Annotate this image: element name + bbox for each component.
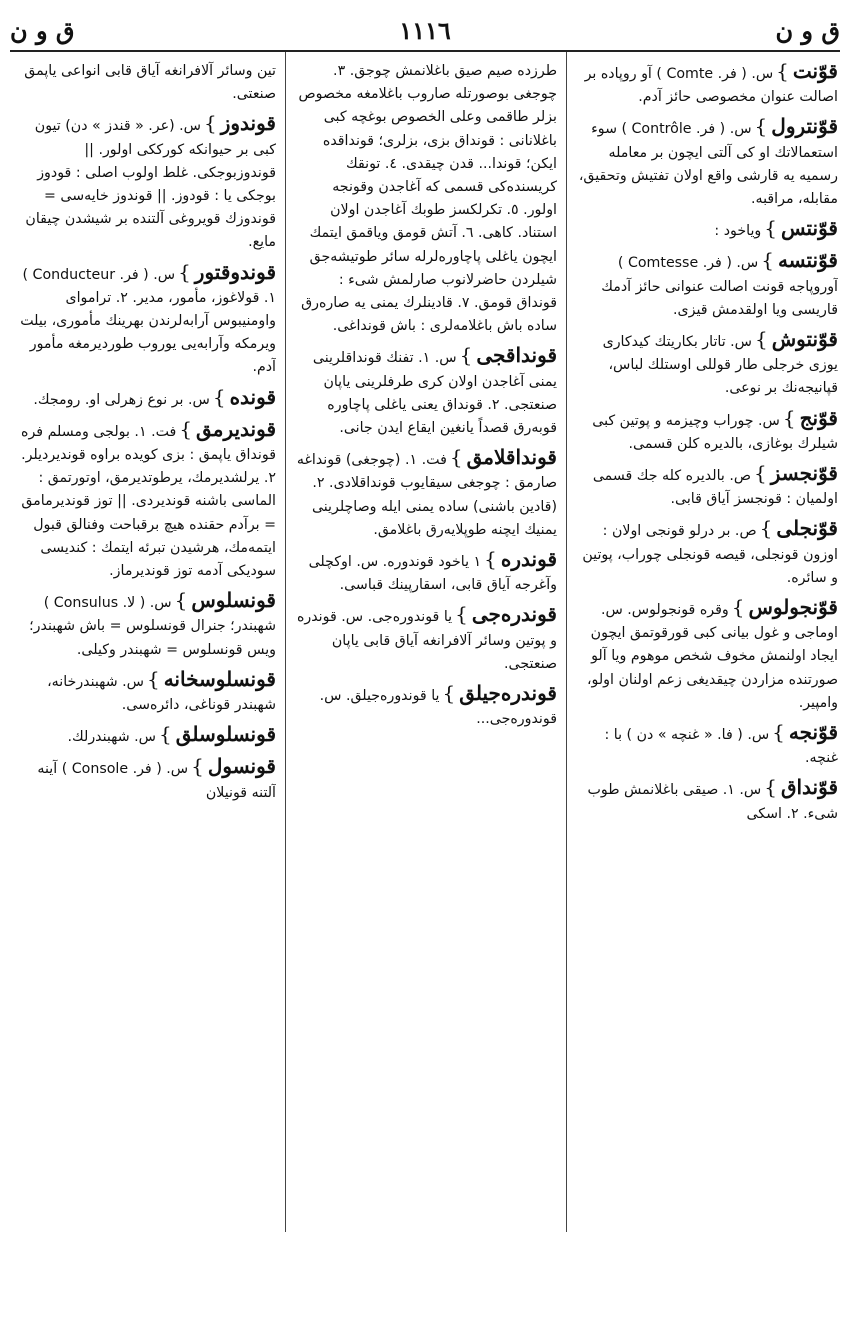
entry-headword: قوّنجه: [788, 720, 838, 745]
dictionary-column-middle: [295, 60, 557, 1230]
dictionary-column-right: [576, 60, 838, 1230]
entry-brace: }: [759, 516, 773, 541]
entry-brace: }: [158, 722, 172, 747]
entry-headword: قونسلوس: [191, 588, 276, 613]
entry-definition: س. تاتار بكاریتك كیدكاری یوزی خرجلی طار قوللی اوستلك لباس، قپانیجه‌نك بر نوعی.: [602, 334, 838, 397]
column-divider: [566, 52, 567, 1232]
entry-definition: فت. ١. (چوجغی) قونداغه صارمق : چوجغی سیقایوب قونداقلادی. ٢. (قادین باشنی) ساده یمنی ایله وصاچلرینی یمنیك ایچنه طوپلایه‌رق باغلامق.: [296, 452, 557, 538]
dictionary-entry: [14, 755, 276, 804]
entry-definition: س. شهبندرخانه، شهبندر قوناغی، دائره‌سی.: [47, 673, 276, 714]
dictionary-entry: [14, 589, 276, 662]
entry-definition: س. ( فر. Contrôle ) سوء استعمالاتك او كی آلتی ایچون بر معامله رسمیه یه قارشی واقع اولان تفتیش وتحقیق، مقابله، مراقبه.: [578, 121, 838, 208]
entry-brace: }: [203, 111, 217, 136]
dictionary-entry: [576, 462, 838, 511]
entry-headword: قونداقجی: [476, 343, 557, 368]
dictionary-entry: [295, 446, 557, 542]
entry-definition: تین وسائر آلافرانغه آیاق قابی انواعی یاپمق صنعتی.: [24, 63, 276, 103]
entry-headword: قوندره‌جی: [471, 602, 557, 627]
entry-headword: قوّنداق: [780, 775, 838, 800]
entry-headword: قوّنت: [792, 60, 838, 83]
dictionary-entry: [14, 386, 276, 412]
entry-definition: س. شهبندرلك.: [67, 729, 156, 746]
page-header: [10, 12, 840, 48]
entry-headword: قوّنجولوس: [748, 595, 838, 620]
entry-headword: قونسول: [207, 754, 276, 779]
entry-brace: }: [484, 547, 497, 572]
entry-headword: قوّنترول: [771, 114, 838, 139]
entry-headword: قوندره: [500, 547, 557, 572]
entry-headword: قوّنجلی: [776, 516, 838, 541]
entry-brace: }: [178, 259, 191, 284]
header-rule: [10, 50, 840, 52]
entry-brace: }: [764, 775, 777, 800]
dictionary-column-left: [14, 60, 276, 1230]
entry-brace: }: [179, 416, 193, 441]
entry-headword: قوّنتس: [781, 216, 838, 241]
entry-brace: }: [731, 595, 745, 620]
entry-brace: }: [761, 248, 774, 273]
dictionary-entry: [295, 344, 557, 440]
entry-definition: س. ( فر. Conducteur ) ١. قولاغوز، مأمور، مدیر. ٢. ترامواى واومنیبوس آرابه‌لرندن بهرینك مأموری، بیلت ویرمكه وآرابه‌یی یوروب طوردیرمغه مأمور آدم.: [20, 266, 276, 376]
dictionary-entry: [576, 517, 838, 590]
entry-brace: }: [459, 343, 473, 368]
entry-definition: ١ یاخود قوندوره. س. اوكچلی وآغرجه آیاق قابی، اسقارپینك قباسی.: [308, 554, 557, 594]
entry-brace: }: [442, 681, 456, 706]
entry-headword: قوندیرمق: [196, 416, 276, 441]
entry-definition: س. ١. صیقی باغلانمش طوب شیء. ٢. اسكی: [587, 782, 838, 822]
entry-definition: س. ( فا. « غنچه » دن ) با : غنچه.: [604, 727, 838, 767]
dictionary-entry: [576, 776, 838, 825]
entry-headword: قوّنتوش: [771, 327, 838, 352]
entry-brace: }: [449, 445, 463, 470]
entry-definition: س. ( لا. Consulus ) شهبندر؛ جنرال قونسلوس = باش شهبندر؛ ویس قونسلوس = شهبندر وكیلی.: [29, 595, 276, 658]
dictionary-entry: [576, 115, 838, 211]
dictionary-entry: [295, 682, 557, 731]
entry-definition: یا قوندوره‌جی. س. قوندره و پوتین وسائر آلافرانغه آیاق قابی یاپان صنعتجی.: [296, 609, 557, 672]
dictionary-entry: [576, 60, 838, 109]
entry-headword: قوندوقتور: [194, 259, 276, 284]
entry-definition: فت. ١. بولجی ومسلم فره قونداق یاپمق : بزی كویده براوه قوندیردیلر. ٢. یرلشدیرمك، یرطوتدیرمق، اوتورتمق : الماسی باشنه قوندیردی. || توز قوندیرمامق = برآدم حقنده هیچ برقباحت وفنالق قبول ایتمه‌مك، هرشیدن تبرئه ایتمك : كندیسی سودیكی آدمه توز قوندیرماز.: [21, 423, 276, 580]
entry-brace: }: [754, 114, 768, 139]
header-right-letters: ق و ن: [775, 15, 840, 45]
entry-definition: ص. بر درلو قونجی اولان : اوزون قونجلی، قیصه قونجلی چوراب، پوتین و سائره.: [582, 523, 838, 586]
entry-headword: قوندوز: [220, 111, 276, 136]
entry-definition: ص. بالدیره كله جك قسمی اولمیان : قونجسز آیاق قابی.: [592, 468, 838, 508]
dictionary-entry: [295, 603, 557, 676]
entry-brace: }: [455, 602, 468, 627]
dictionary-entry: [14, 668, 276, 717]
entry-brace: }: [191, 754, 204, 779]
dictionary-entry: [14, 418, 276, 583]
entry-brace: }: [174, 588, 188, 613]
header-left-letters: ق و ن: [10, 15, 75, 45]
entry-headword: قونسلوسخانه: [163, 666, 276, 691]
entry-definition: س. ( فر. Comtesse ) آوروپاجه قونت اصالت عنوانی حائز آدمك قاریسی ویا اولقدمش قیزی.: [601, 255, 838, 318]
entry-definition: س. چوراب وچیزمه و پوتین كبی شیلرك بوغازی، بالدیره كلن قسمی.: [592, 412, 838, 452]
dictionary-entry: [576, 407, 838, 456]
dictionary-entry: [576, 596, 838, 715]
entry-definition: س. بر نوع زهرلی او. رومجك.: [33, 391, 210, 408]
entry-definition: طرزده صیم صیق باغلانمش چوجق. ٣. چوجغی بوصورتله صاروب باغلامغه مخصوص بزلر طاقمی وعلی الخصوص بوغچه كبی باغلانانی : قونداق بزی، بزلری؛ قونداقده ایكن؛ قوندا... قدن چیقدی. ٤. تونقك كریسنده‌كی قسمی كه آغاجدن وقونجه اولور. ٥. تكرلكسز طوبك آغاجدن اولان استناد. كاهی. ٦. آتش قومق ویاقمق ایتمك ایچون یاغلی پاچاوره‌لرله سائر طوتیشه‌جق شیلردن حاضرلانوب صارلمش شیء : قونداق قومق. ٧. قادینلرك یمنی یه صاره‌رق ساده باش باغلامه‌لری : باش قونداغی.: [298, 63, 557, 335]
entry-headword: قوّنج: [799, 405, 838, 430]
dictionary-entry: [576, 721, 838, 770]
entry-definition: وقره قونجولوس. س. اوماجی و غول بیانی كبی قورقوتمق ایچون ایجاد اولنمش مخوف شخص موهوم ویا آلو صورتنده مزاردن چیقدیغی زعم اولنان اولو، وامپیر.: [586, 602, 838, 711]
dictionary-entry: [14, 112, 276, 254]
dictionary-entry: [576, 328, 838, 401]
dictionary-entry: [14, 60, 276, 106]
dictionary-entry: [576, 249, 838, 322]
entry-brace: }: [764, 216, 777, 241]
entry-definition: وياخود :: [714, 223, 762, 240]
entry-brace: }: [782, 405, 796, 430]
entry-brace: }: [772, 720, 785, 745]
entry-definition: س. ( فر. Comte ) آو روپاده بر اصالت عنوان مخصوصی حائز آدم.: [584, 66, 838, 106]
entry-definition: س. (عر. « قندز » دن) تیون كبی بر حیوانكه كورككی اولور. || قوندوزبوجكی. غلط اولوب اصلی : قودوز بوجكی یا : قودوز. || قوندوز خایه‌سی = قوندوزك قویروغی آلتنده بر شیشدن چیقان مایع.: [25, 118, 276, 251]
entry-brace: }: [776, 60, 789, 83]
dictionary-entry: [295, 548, 557, 597]
page-number: ١١١٦: [399, 15, 451, 45]
entry-headword: قوندره‌جیلق: [459, 681, 557, 706]
entry-brace: }: [146, 666, 160, 691]
entry-headword: قوّنتسه: [777, 248, 838, 273]
entry-headword: قونداقلامق: [466, 445, 557, 470]
entry-brace: }: [754, 461, 767, 486]
entry-brace: }: [212, 384, 226, 409]
entry-headword: قونده: [229, 384, 276, 409]
column-divider: [285, 52, 286, 1232]
dictionary-entry: [576, 217, 838, 243]
dictionary-entry: [14, 261, 276, 380]
dictionary-entry: [14, 723, 276, 749]
entry-brace: }: [755, 327, 768, 352]
dictionary-entry: [295, 60, 557, 338]
entry-definition: س. ١. تفنك قونداقلرینی یمنی آغاجدن اولان كری طرفلرینی یاپان صنعتجی. ٢. قونداق یعنی یاغلی پاچاوره قوبه‌رق قصداً یانغین ایقاع ایدن جانی.: [312, 350, 557, 437]
entry-headword: قوّنجسز: [770, 461, 838, 486]
entry-definition: س. ( فر. Console ) آینه آلتنه قونیلان: [37, 761, 276, 801]
entry-headword: قونسلوسلق: [175, 722, 276, 747]
entry-definition: یا قوندوره‌جیلق. س. قوندوره‌جی...: [319, 688, 557, 728]
